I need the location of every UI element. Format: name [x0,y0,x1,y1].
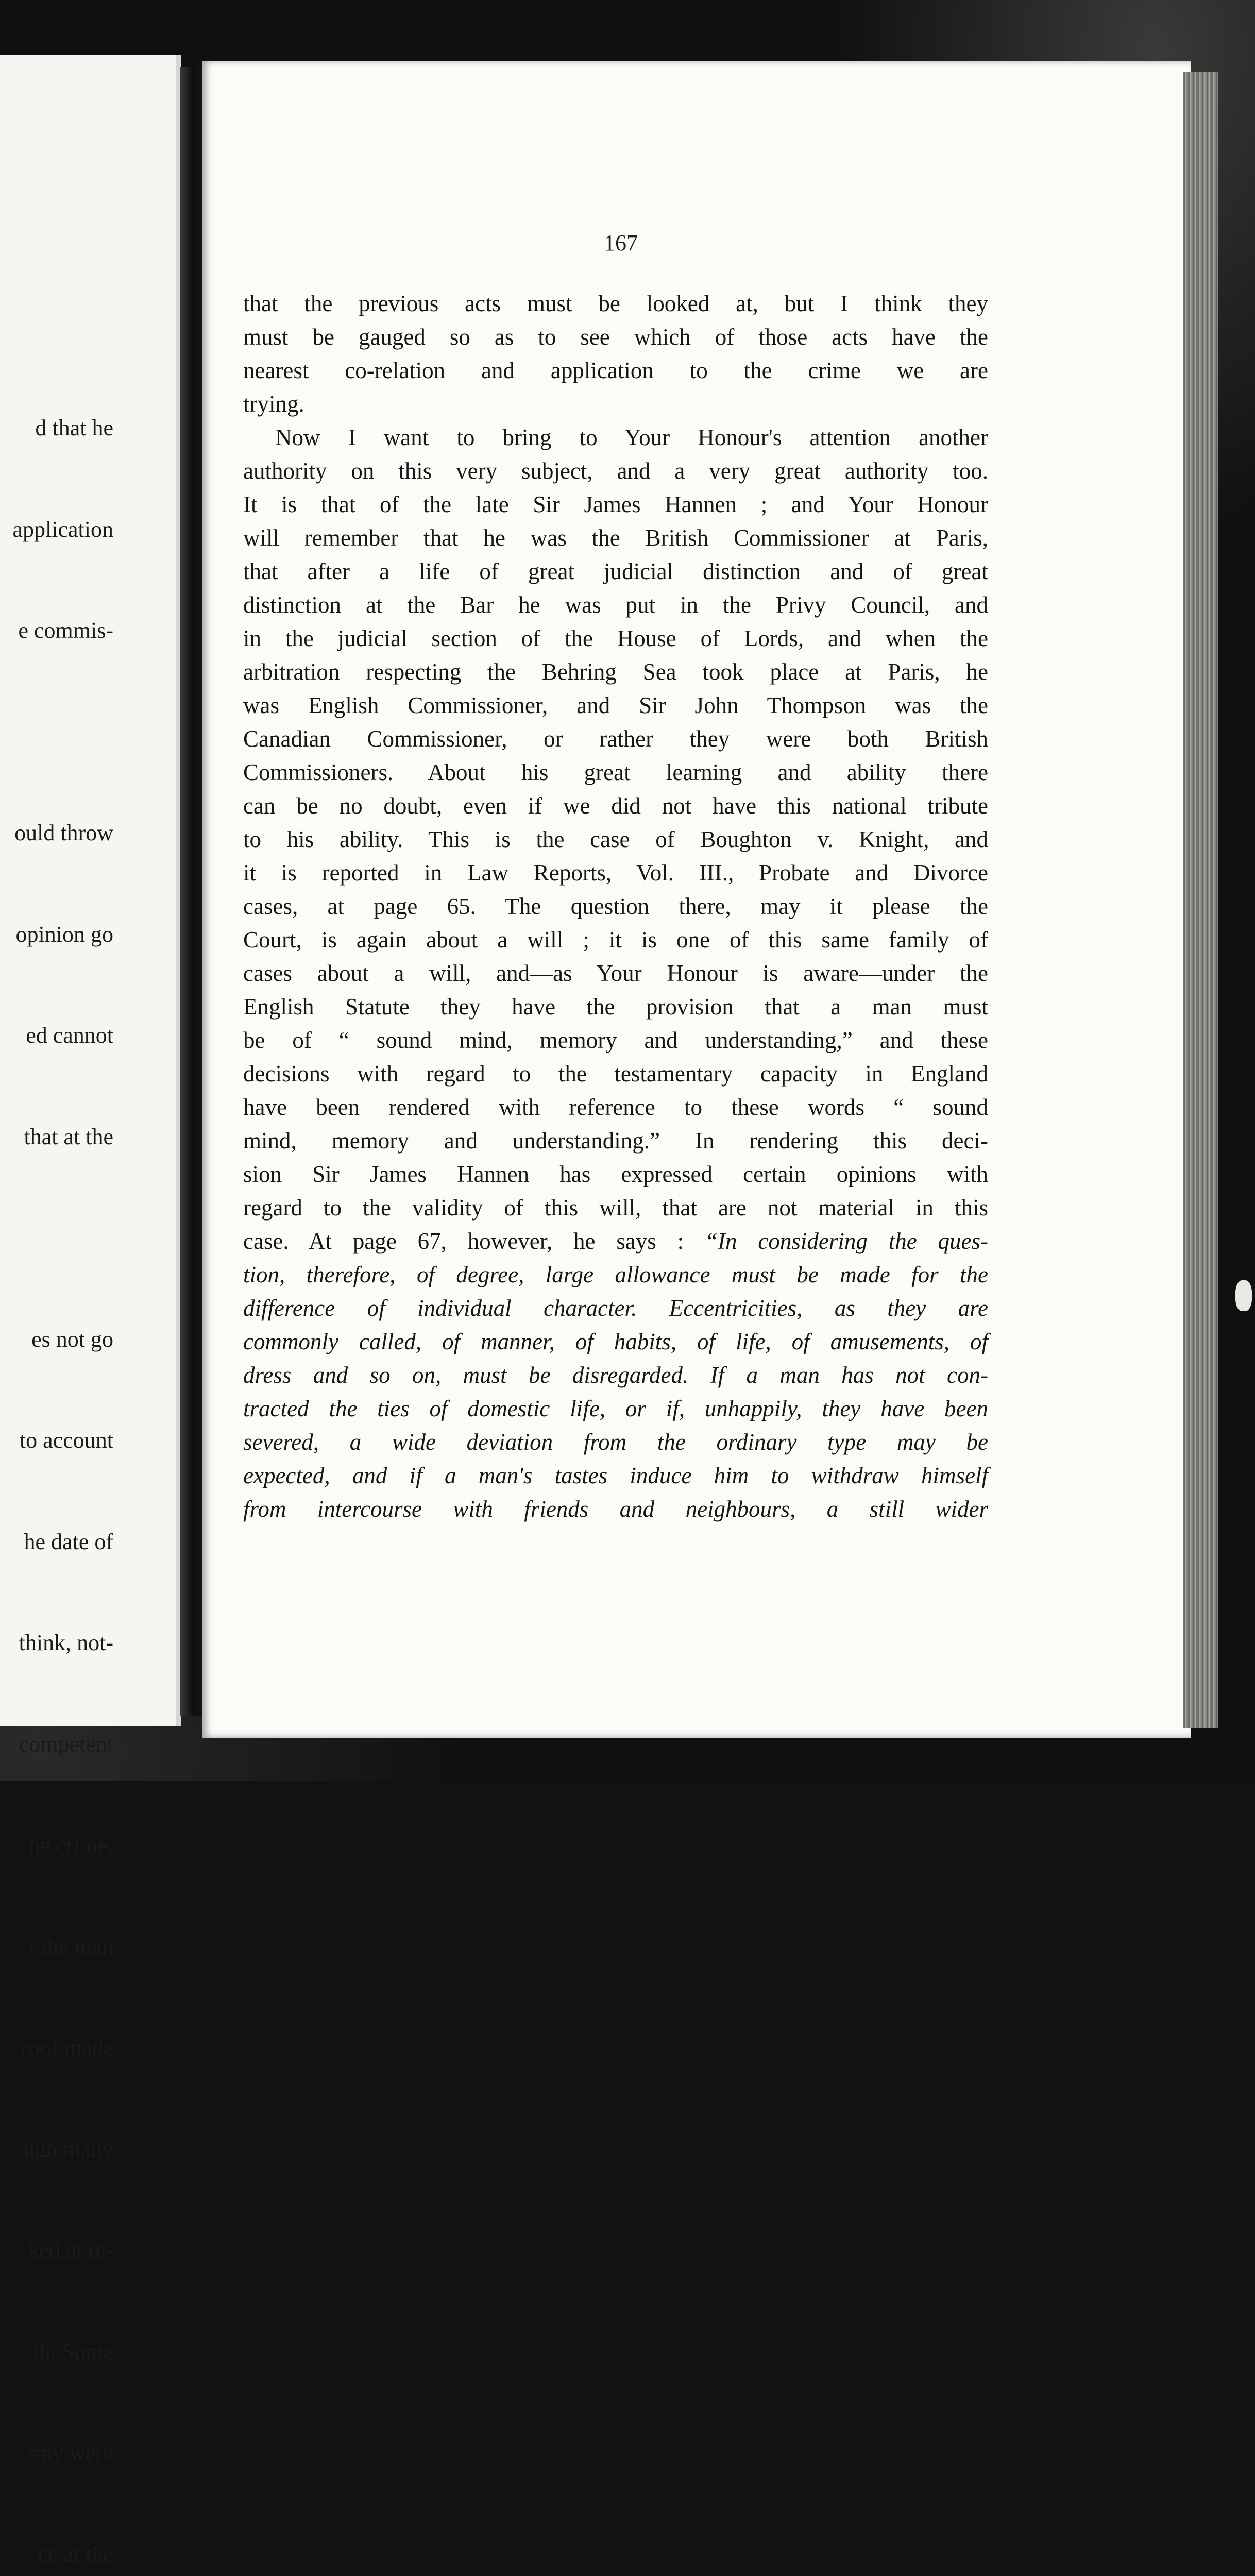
quoted-line: difference of individual character. Eccentricities, as they are [243,1295,988,1321]
left-line: ould throw [14,820,113,845]
left-line: think, not- [19,1630,113,1655]
left-line: opinion go [15,921,113,947]
text-line: Commissioners. About his great learning and ability there [243,759,988,785]
text-line: trying. [243,391,304,417]
quoted-line: tion, therefore, of degree, large allowance must be made for the [243,1262,988,1287]
text-line: can be no doubt, even if we did not have this national tribute [243,793,988,819]
text-line: must be gauged so as to see which of those acts have the [243,324,988,350]
text-line: sion Sir James Hannen has expressed certain opinions with [243,1161,988,1187]
left-line: ugh many [23,2136,113,2162]
text-line-roman-part: case. At page 67, however, he says : [243,1228,684,1254]
page-edge [1183,72,1218,1728]
text-line: arbitration respecting the Behring Sea took place at Paris, he [243,659,988,685]
left-line: he date of [24,1529,113,1554]
left-line: roof made [21,2035,113,2060]
left-line: ed cannot [26,1023,113,1048]
quoted-line: severed, a wide deviation from the ordinary type may be [243,1429,988,1455]
left-line: competent [19,1731,113,1757]
left-line: he crime, [29,1833,113,1858]
text-line: It is that of the late Sir James Hannen ; and Your Honour [243,492,988,517]
text-line: cases about a will, and—as Your Honour is aware—under the [243,960,988,986]
text-line: was English Commissioner, and Sir John Thompson was the [243,692,988,718]
text-line: Canadian Commissioner, or rather they were both British [243,726,988,752]
left-line [13,1221,114,1255]
left-page-text [13,344,114,2576]
left-line: that at the [24,1124,113,1149]
left-line: es not go [31,1326,113,1352]
text-line: nearest co-relation and application to the crime we are [243,358,988,383]
paragraph-start-line: Now I want to bring to Your Honour's attention another [275,425,988,450]
text-line: will remember that he was the British Commissioner at Paris, [243,525,988,551]
text-line: it is reported in Law Reports, Vol. III., Probate and Divorce [243,860,988,886]
text-line: Court, is again about a will ; it is one of this same family of [243,927,988,953]
left-line: application [12,516,113,542]
quoted-line: commonly called, of manner, of habits, of life, of amusements, of [243,1329,988,1354]
quotation-start: “In considering the ques- [705,1228,989,1254]
text-line: to his ability. This is the case of Boughton v. Knight, and [243,826,988,852]
text-line: authority on this very subject, and a very great authority too. [243,458,988,484]
page-number: 167 [604,230,638,256]
left-line: th. Some [32,2338,113,2364]
text-line: in the judicial section of the House of Lords, and when the [243,625,988,651]
quoted-line: expected, and if a man's tastes induce him to withdraw himself [243,1463,988,1488]
quoted-line: from intercourse with friends and neighbours, a still wider [243,1496,988,1522]
left-line: t the man [29,1934,113,1959]
text-line: that after a life of great judicial distinction and of great [243,558,988,584]
quoted-line: dress and so on, must be disregarded. If a man has not con- [243,1362,988,1388]
text-line: regard to the validity of this will, that are not material in this [243,1195,988,1221]
body-text [243,287,988,1526]
scan-speck [1235,1280,1252,1311]
quoted-line: tracted the ties of domestic life, or if, unhappily, they have been [243,1396,988,1421]
text-line: distinction at the Bar he was put in the Privy Council, and [243,592,988,618]
text-line: decisions with regard to the testamentary capacity in England [243,1061,988,1087]
left-line: ce at the [38,2541,113,2567]
left-line: e commis- [18,618,113,643]
left-page [0,55,181,2567]
left-line: rmy were [27,2440,113,2465]
text-line: be of “ sound mind, memory and understanding,” and these [243,1027,988,1053]
text-line: have been rendered with reference to these words “ sound [243,1094,988,1120]
left-line: d that he [35,415,113,440]
mixed-style-line [243,1225,988,1258]
left-line: to account [19,1428,113,1453]
text-line: that the previous acts must be looked at, but I think they [243,291,988,316]
text-line: cases, at page 65. The question there, may it please the [243,893,988,919]
text-line: English Statute they have the provision that a man must [243,994,988,1020]
left-line [13,715,114,749]
left-line: ked at re- [27,2238,113,2263]
text-line: mind, memory and understanding.” In rendering this deci- [243,1128,988,1154]
